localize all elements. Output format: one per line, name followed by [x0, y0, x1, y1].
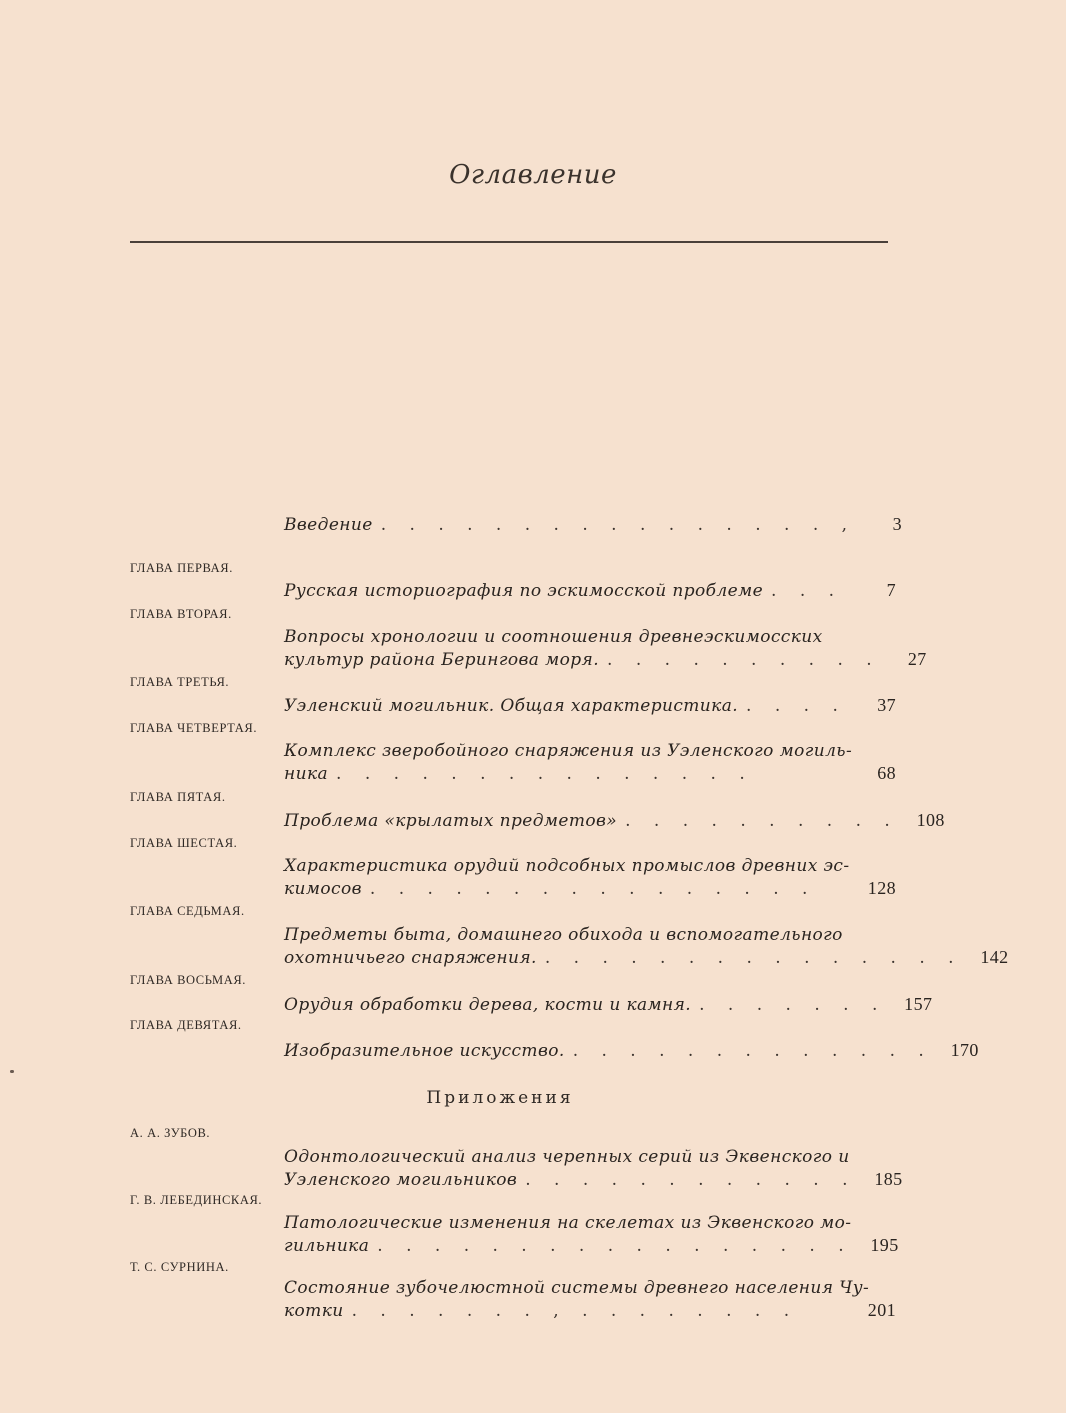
chapter-label: ГЛАВА ТРЕТЬЯ.: [130, 675, 230, 689]
toc-entry-appendix-2[interactable]: [284, 1212, 899, 1256]
entry-title: охотничьего снаряжения.: [284, 948, 537, 968]
toc-entry-appendix-1[interactable]: [284, 1146, 903, 1190]
entry-title: Орудия обработки дерева, кости и камня.: [284, 995, 692, 1015]
entry-title: Уэленского могильников: [284, 1170, 518, 1190]
dot-leader: . . . . . . . . . . . . . . . .: [369, 879, 817, 899]
toc-entry-chapter-6[interactable]: [284, 855, 896, 899]
toc-entry-chapter-8[interactable]: [284, 993, 933, 1015]
page-number: 195: [870, 1235, 899, 1255]
entry-title-line: Комплекс зверобойного снаряжения из Уэленского могиль-: [284, 741, 853, 761]
page-number: 185: [874, 1169, 903, 1189]
dot-leader: . . . . . . . . . . . . .: [572, 1041, 933, 1061]
entry-title: культур района Берингова моря.: [284, 650, 600, 670]
chapter-label: ГЛАВА ПЕРВАЯ.: [130, 561, 233, 575]
author-label: А. А. ЗУБОВ.: [130, 1126, 211, 1140]
entry-title: Уэленский могильник. Общая характеристика.: [284, 696, 739, 716]
chapter-label: ГЛАВА ВТОРАЯ.: [130, 607, 232, 621]
dot-leader: . . . . . . . , . . . . . . . .: [351, 1301, 799, 1321]
author-label: Т. С. СУРНИНА.: [130, 1260, 229, 1274]
entry-title: котки: [284, 1301, 344, 1321]
dot-leader: . . . . . . . . . . . . . . . . .: [377, 1236, 853, 1256]
page-number: 170: [950, 1040, 979, 1060]
page-number: 27: [907, 649, 927, 669]
entry-title: Изобразительное искусство.: [284, 1041, 565, 1061]
toc-entry-chapter-9[interactable]: [284, 1039, 979, 1061]
dot-leader: . . . . . . . . . . . . . . .: [336, 764, 754, 784]
dot-leader: . . . . . . . . . .: [607, 650, 881, 670]
page-number: 7: [886, 580, 896, 600]
toc-entry-chapter-5[interactable]: [284, 809, 945, 831]
entry-title: ника: [284, 764, 329, 784]
page-number: 142: [980, 947, 1009, 967]
page-number: 3: [892, 514, 903, 534]
toc-entry-chapter-3[interactable]: [284, 694, 896, 716]
chapter-label: ГЛАВА ЧЕТВЕРТАЯ.: [130, 721, 258, 735]
entry-title: кимосов: [284, 879, 362, 899]
dot-leader: . . . . . . . . . . . . . . .: [544, 948, 963, 968]
entry-title-line: Патологические изменения на скелетах из Эквенского мо-: [284, 1213, 852, 1233]
appendix-heading: Приложения: [426, 1088, 574, 1108]
toc-entry-chapter-2[interactable]: [284, 626, 927, 670]
page-number: 108: [916, 810, 945, 830]
toc-entry-appendix-3[interactable]: [284, 1277, 896, 1321]
entry-title-line: Предметы быта, домашнего обихода и вспомогательного: [284, 925, 843, 945]
page-number: 201: [867, 1300, 896, 1320]
page-number: 37: [877, 695, 896, 715]
toc-entry-chapter-7[interactable]: [284, 924, 1009, 968]
dot-leader: . . .: [771, 581, 844, 601]
entry-title: гильника: [284, 1236, 370, 1256]
entry-title: Проблема «крылатых предметов»: [284, 811, 618, 831]
page-title: Оглавление: [449, 160, 617, 190]
dot-leader: . . . . . . . . . .: [625, 811, 899, 831]
chapter-label: ГЛАВА ВОСЬМАЯ.: [130, 973, 247, 987]
dot-leader: . . . .: [746, 696, 847, 716]
paper-speck: [10, 1070, 14, 1073]
toc-entry-chapter-4[interactable]: [284, 740, 896, 784]
entry-title-line: Характеристика орудий подсобных промыслов древних эс-: [284, 856, 850, 876]
chapter-label: ГЛАВА ДЕВЯТАЯ.: [130, 1018, 242, 1032]
dot-leader: . . . . . . .: [699, 995, 887, 1015]
page-number: 68: [877, 763, 896, 783]
toc-entry-introduction[interactable]: [284, 513, 903, 535]
entry-title-line: Вопросы хронологии и соотношения древнеэскимосских: [284, 627, 823, 647]
chapter-label: ГЛАВА ПЯТАЯ.: [130, 790, 226, 804]
entry-title: Введение: [284, 515, 373, 535]
author-label: Г. В. ЛЕБЕДИНСКАЯ.: [130, 1193, 263, 1207]
entry-title-line: Состояние зубочелюстной системы древнего населения Чу-: [284, 1278, 870, 1298]
dot-leader: . . . . . . . . . . . .: [525, 1170, 857, 1190]
page-number: 157: [904, 994, 933, 1014]
chapter-label: ГЛАВА ШЕСТАЯ.: [130, 836, 238, 850]
entry-title: Русская историография по эскимосской проблеме: [284, 581, 764, 601]
page-number: 128: [867, 878, 896, 898]
entry-title-line: Одонтологический анализ черепных серий из Эквенского и: [284, 1147, 850, 1167]
dot-leader: . . . . . . . . . . . . . . . . ,: [380, 515, 857, 535]
title-divider: [130, 241, 888, 243]
chapter-label: ГЛАВА СЕДЬМАЯ.: [130, 904, 245, 918]
toc-entry-chapter-1[interactable]: [284, 579, 896, 601]
